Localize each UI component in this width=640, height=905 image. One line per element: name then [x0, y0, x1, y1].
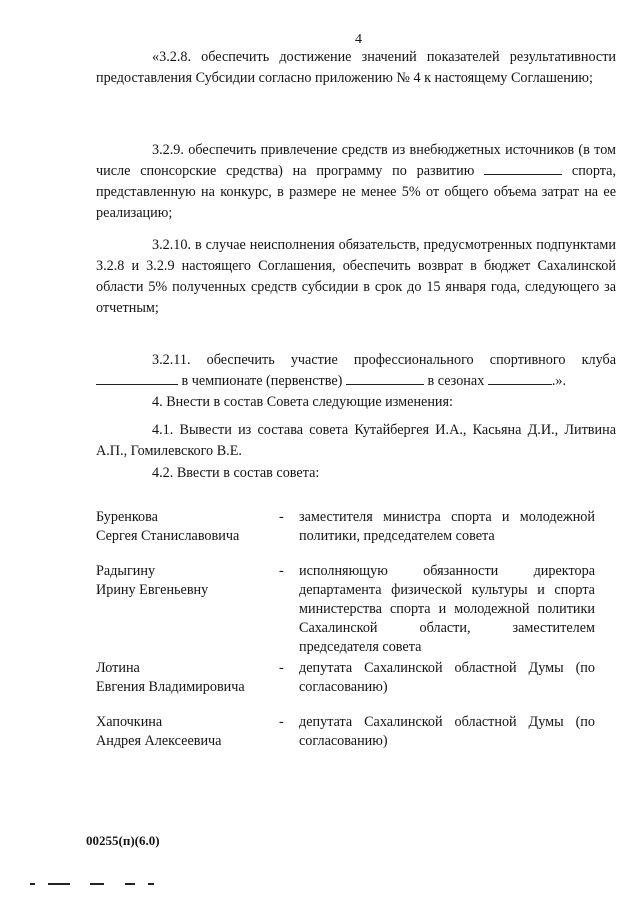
paragraph-3-2-11-text-a: 3.2.11. обеспечить участие профессионального спортивного клуба	[152, 352, 616, 368]
paragraph-3-2-11-text-c: в сезонах	[427, 373, 485, 389]
paragraph-3-2-9-text-b: спорта, представленную на конкурс, в размере не менее 5% от общего объема затрат на ее реализацию;	[96, 163, 617, 221]
blank-line	[346, 372, 424, 385]
paragraph-4	[96, 392, 616, 413]
paragraph-4-1	[96, 420, 616, 462]
member-role: депутата Сахалинской областной Думы (по согласованию)	[299, 660, 595, 695]
page-number: 4	[355, 32, 362, 47]
dash: -	[279, 714, 284, 730]
member-role: заместителя министра спорта и молодежной политики, председателем совета	[299, 509, 595, 544]
dash: -	[279, 660, 284, 676]
dash: -	[279, 563, 284, 579]
blank-line	[96, 372, 178, 385]
paragraph-3-2-11	[96, 350, 616, 392]
paragraph-3-2-11-text-b: в чемпионате (первенстве)	[181, 373, 343, 389]
member-role: исполняющую обязанности директора департамента физической культуры и спорта министерства спорта и молодежной политики Сахалинской области, заместителем председателя совета	[299, 563, 595, 655]
dash: -	[279, 509, 284, 525]
paragraph-3-2-9-text-a: 3.2.9. обеспечить привлечение средств из внебюджетных источников (в том числе спонсорские средства) на программу по развитию	[96, 142, 616, 179]
member-name: Хапочкина Андрея Алексеевича	[96, 714, 222, 749]
paragraph-3-2-11-text-d: .».	[551, 373, 567, 389]
paragraph-3-2-9	[96, 140, 616, 224]
member-name: Радыгину Ирину Евгеньевну	[96, 563, 209, 598]
blank-line	[484, 162, 562, 175]
paragraph-3-2-10-text: 3.2.10. в случае неисполнения обязательств, предусмотренных подпунктами 3.2.8 и 3.2.9 настоящего Соглашения, обеспечить возврат в бюджет Сахалинской области 5% полученных средств субсидии в срок до 15 января года, следующего за отчетным;	[96, 237, 616, 316]
paragraph-3-2-8-text: «3.2.8. обеспечить достижение значений показателей результативности предоставления Субсидии согласно приложению № 4 к настоящему Соглашению;	[96, 49, 616, 86]
paragraph-3-2-10	[96, 235, 616, 319]
paragraph-3-2-8	[96, 47, 616, 89]
form-code: 00255(п)(6.0)	[86, 833, 160, 848]
scan-specks	[30, 883, 160, 886]
paragraph-4-2-text: 4.2. Ввести в состав совета:	[152, 465, 320, 481]
member-name: Лотина Евгения Владимировича	[96, 660, 245, 695]
paragraph-4-text: 4. Внести в состав Совета следующие изменения:	[152, 394, 453, 410]
member-role: депутата Сахалинской областной Думы (по согласованию)	[299, 714, 595, 749]
paragraph-4-1-text: 4.1. Вывести из состава совета Кутайбергея И.А., Касьяна Д.И., Литвина А.П., Гомилевского В.Е.	[96, 422, 616, 459]
blank-line	[488, 372, 552, 385]
paragraph-4-2	[96, 463, 616, 484]
member-name: Буренкова Сергея Станиславовича	[96, 509, 240, 544]
